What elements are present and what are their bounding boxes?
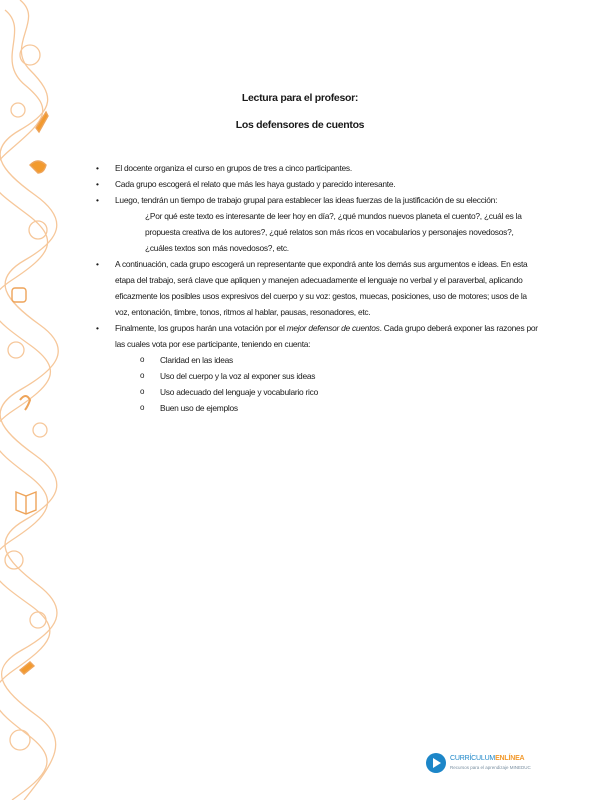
instruction-item-5-text-b: . Cada grupo deberá exponer las razones por las cuales vota por ese participante, teniendo en cuenta: (115, 323, 538, 349)
criteria-item: o Uso adecuado del lenguaje y vocabulario rico (140, 384, 541, 400)
instruction-item-3-text: Luego, tendrán un tiempo de trabajo grupal para establecer las ideas fuerzas de la justificación de su elección: (115, 195, 498, 205)
logo-name: CURRÍCULUMENLÍNEA (450, 755, 525, 762)
instructions-content (96, 160, 541, 416)
document-subtitle: Los defensores de cuentos (235, 119, 365, 131)
play-icon (426, 753, 446, 773)
instruction-item-5-emphasis: mejor defensor de cuentos (286, 323, 380, 333)
instruction-list (96, 160, 541, 416)
criteria-item: o Claridad en las ideas (140, 352, 541, 368)
guiding-questions: ¿Por qué este texto es interesante de leer hoy en día?, ¿qué mundos nuevos planeta el cuento?, ¿cuál es la propuesta creativa de los autores?, ¿qué relatos son más ricos en vocabularios y personajes novedosos?, ¿cuáles textos son más novedosos?, etc. (145, 211, 522, 253)
criteria-list (115, 352, 541, 416)
document-title: Lectura para el profesor: (241, 92, 359, 104)
curriculum-logo (426, 753, 556, 777)
instruction-item-5 (96, 320, 541, 416)
instruction-item-4: • A continuación, cada grupo escogerá un representante que expondrá ante los demás sus argumentos e ideas. En esta etapa del trabajo, será clave que apliquen y manejen adecuadamente el lenguaje no verbal y el paraverbal, aplicando eficazmente los posibles usos expresivos del cuerpo y su voz: gestos, muecas, posiciones, uso de motores; usos de la voz, entonación, timbre, tonos, ritmos al hablar, pausas, resonadores, etc. (96, 256, 541, 320)
instruction-item-5-text-a: Finalmente, los grupos harán una votación por el (115, 323, 287, 333)
instruction-item-1: • El docente organiza el curso en grupos de tres a cinco participantes. (96, 160, 541, 176)
instruction-item-3 (96, 192, 541, 256)
instruction-item-2: • Cada grupo escogerá el relato que más les haya gustado y parecido interesante. (96, 176, 541, 192)
logo-tagline: Recursos para el aprendizaje MINEDUC (450, 765, 531, 770)
criteria-item: o Uso del cuerpo y la voz al exponer sus ideas (140, 368, 541, 384)
criteria-item: o Buen uso de ejemplos (140, 400, 541, 416)
